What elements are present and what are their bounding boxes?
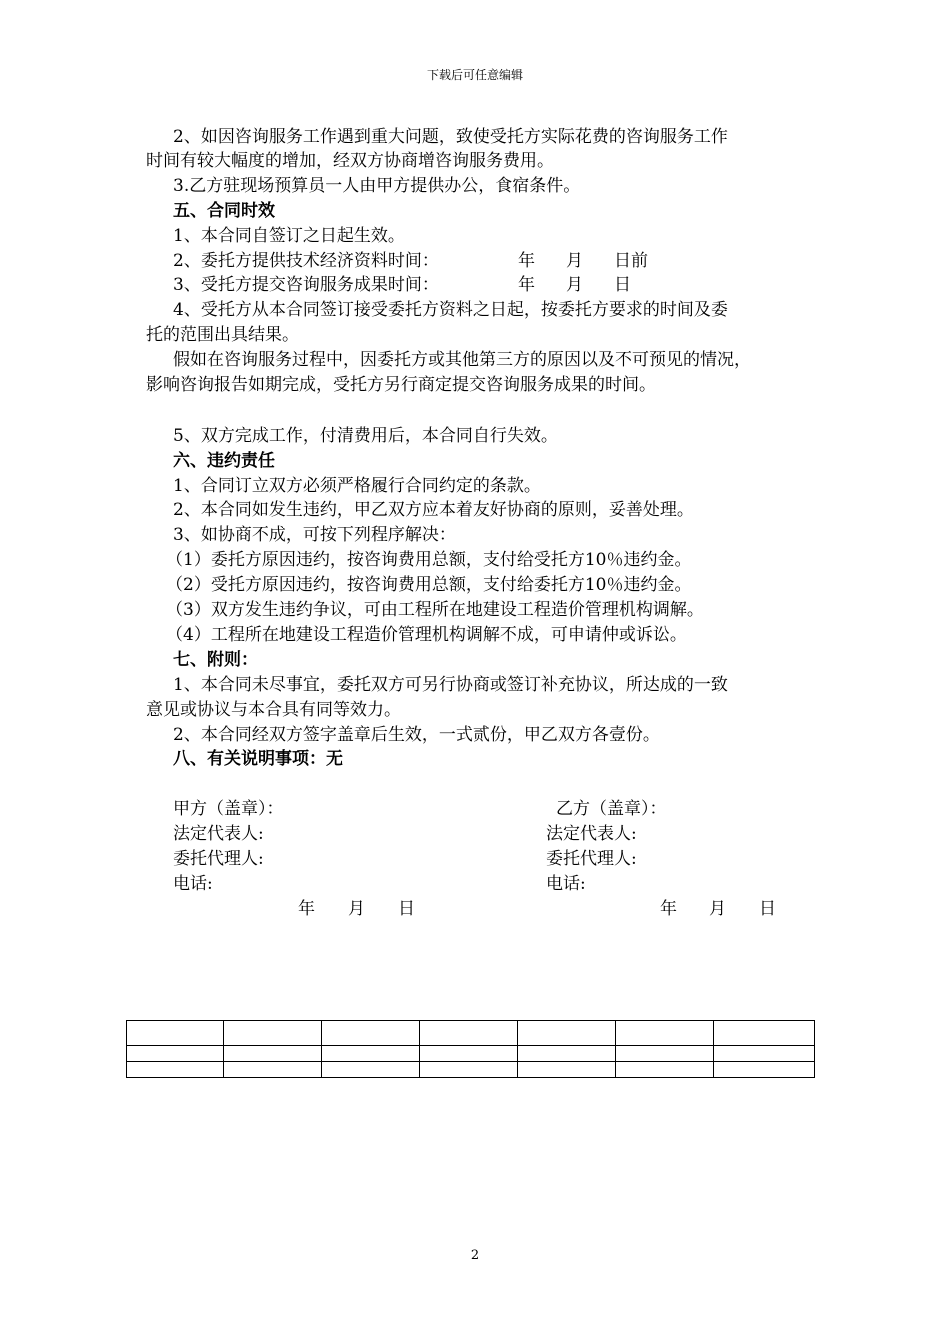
text-line: 3、如协商不成，可按下列程序解决： (173, 525, 456, 545)
text-line: 1、合同订立双方必须严格履行合同约定的条款。 (173, 476, 541, 496)
party-b-legal-rep: 法定代表人: (546, 824, 637, 844)
section-heading: 七、附则： (173, 650, 258, 670)
party-b-date-day: 日 (759, 899, 776, 919)
table-row (127, 1021, 815, 1046)
party-a-legal-rep: 法定代表人: (173, 824, 264, 844)
table-cell (616, 1046, 714, 1062)
table-cell (714, 1046, 815, 1062)
party-a-agent: 委托代理人: (173, 849, 264, 869)
date-month: 月 (566, 275, 583, 295)
party-a-phone: 电话: (173, 874, 213, 894)
table-cell (322, 1021, 420, 1046)
party-b-label: 乙方（盖章）： (556, 799, 667, 819)
table-cell (420, 1062, 518, 1078)
party-a-date-year: 年 (298, 899, 315, 919)
party-a-label: 甲方（盖章）： (173, 799, 284, 819)
table-cell (616, 1062, 714, 1078)
party-b-date-month: 月 (709, 899, 726, 919)
table-cell (224, 1046, 322, 1062)
date-day: 日 (614, 275, 631, 295)
table-cell (224, 1021, 322, 1046)
section-heading: 五、合同时效 (173, 201, 275, 221)
text-line: 4、受托方从本合同签订接受委托方资料之日起，按委托方要求的时间及委 (173, 300, 728, 320)
table-cell (127, 1021, 224, 1046)
text-line: （2）受托方原因违约，按咨询费用总额，支付给委托方10％违约金。 (166, 575, 692, 595)
party-a-date-month: 月 (348, 899, 365, 919)
party-b-agent: 委托代理人: (546, 849, 637, 869)
text-line: 5、双方完成工作，付清费用后，本合同自行失效。 (173, 426, 558, 446)
table-cell (420, 1046, 518, 1062)
table-row (127, 1062, 815, 1078)
party-b-phone: 电话: (546, 874, 586, 894)
table-cell (518, 1062, 616, 1078)
text-line: 托的范围出具结果。 (146, 325, 299, 345)
date-month: 月 (566, 251, 583, 271)
text-line: 2、本合同经双方签字盖章后生效，一式贰份，甲乙双方各壹份。 (173, 725, 660, 745)
page-header: 下载后可任意编辑 (426, 68, 523, 82)
table-cell (518, 1021, 616, 1046)
table-cell (322, 1062, 420, 1078)
party-b-date-year: 年 (660, 899, 677, 919)
text-line: （4）工程所在地建设工程造价管理机构调解不成，可申请仲或诉讼。 (166, 625, 687, 645)
table-cell (420, 1021, 518, 1046)
date-year: 年 (518, 275, 535, 295)
section-heading: 八、有关说明事项：无 (173, 749, 343, 769)
text-line: 2、本合同如发生违约，甲乙双方应本着友好协商的原则，妥善处理。 (173, 500, 694, 520)
text-line: 2、如因咨询服务工作遇到重大问题，致使受托方实际花费的咨询服务工作 (173, 127, 728, 147)
text-line: 1、本合同未尽事宜，委托双方可另行协商或签订补充协议，所达成的一致 (173, 675, 728, 695)
table-cell (127, 1062, 224, 1078)
date-day: 日前 (614, 251, 648, 271)
date-year: 年 (518, 251, 535, 271)
table-cell (616, 1021, 714, 1046)
text-line: 意见或协议与本合具有同等效力。 (146, 700, 401, 720)
text-line: 假如在咨询服务过程中，因委托方或其他第三方的原因以及不可预见的情况， (173, 350, 751, 370)
text-line: 2、委托方提供技术经济资料时间： (173, 251, 439, 271)
table-cell (322, 1046, 420, 1062)
table-cell (127, 1046, 224, 1062)
text-line: 1、本合同自签订之日起生效。 (173, 226, 405, 246)
empty-table (126, 1020, 815, 1078)
table-cell (518, 1046, 616, 1062)
table-cell (714, 1062, 815, 1078)
text-line: （3）双方发生违约争议，可由工程所在地建设工程造价管理机构调解。 (166, 600, 704, 620)
text-line: （1）委托方原因违约，按咨询费用总额，支付给受托方10％违约金。 (166, 550, 692, 570)
table-row (127, 1046, 815, 1062)
party-a-date-day: 日 (398, 899, 415, 919)
text-line: 3.乙方驻现场预算员一人由甲方提供办公，食宿条件。 (173, 176, 581, 196)
table-cell (224, 1062, 322, 1078)
table-cell (714, 1021, 815, 1046)
page-number: 2 (470, 1248, 480, 1263)
text-line: 影响咨询报告如期完成，受托方另行商定提交咨询服务成果的时间。 (146, 375, 656, 395)
text-line: 时间有较大幅度的增加，经双方协商增咨询服务费用。 (146, 151, 554, 171)
text-line: 3、受托方提交咨询服务成果时间： (173, 275, 439, 295)
section-heading: 六、违约责任 (173, 451, 275, 471)
